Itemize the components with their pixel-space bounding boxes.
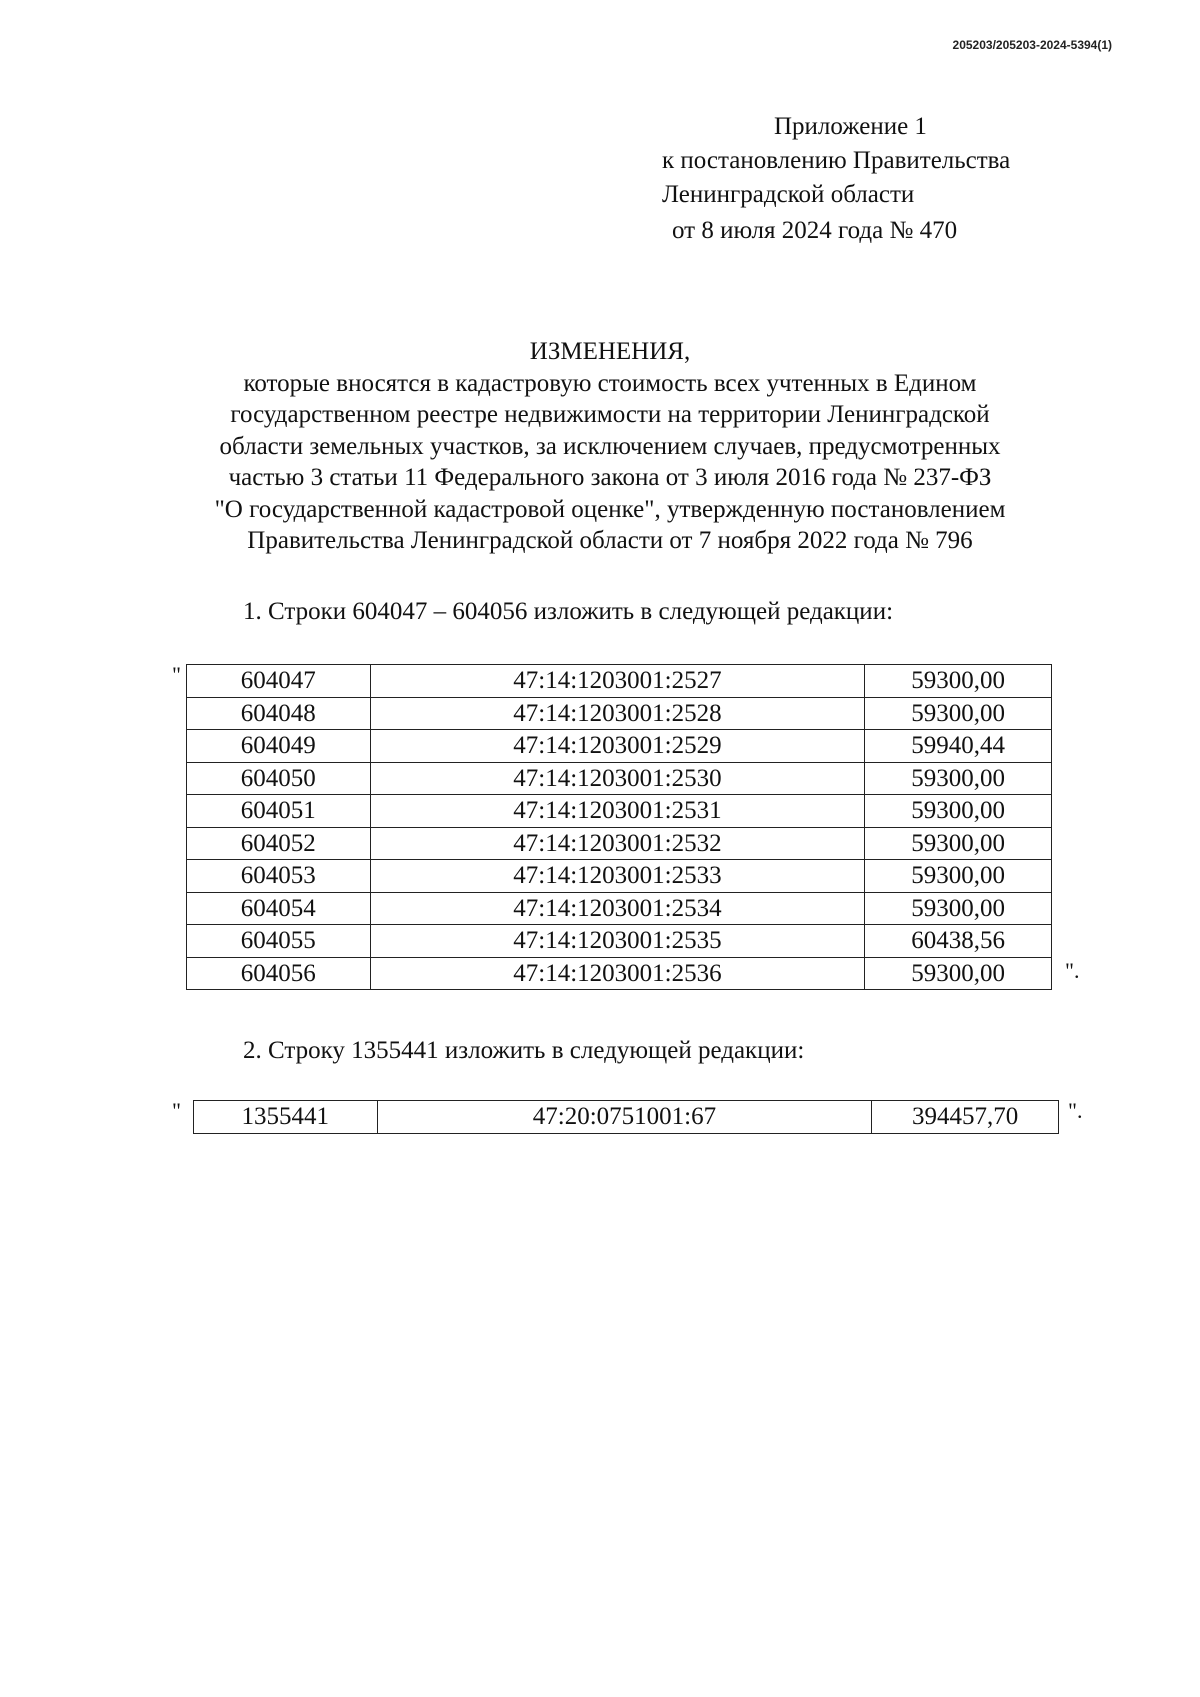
table-row (187, 762, 1052, 795)
document-id: 205203/205203-2024-5394(1) (952, 38, 1112, 52)
table-row (187, 697, 1052, 730)
row-number-cell: 604056 (187, 957, 371, 990)
cadastral-value-cell: 59300,00 (865, 827, 1052, 860)
title-line-5: "О государственной кадастровой оценке", утвержденную постановлением (214, 495, 1006, 523)
cadastral-number-cell: 47:14:1203001:2536 (370, 957, 865, 990)
appendix-header (662, 110, 1102, 248)
cadastral-number-cell: 47:14:1203001:2528 (370, 697, 865, 730)
cadastral-value-cell: 59300,00 (865, 762, 1052, 795)
section-2-table (193, 1100, 1059, 1134)
appendix-line-1: Приложение 1 (774, 113, 927, 140)
cadastral-number-cell: 47:14:1203001:2531 (370, 795, 865, 828)
cadastral-value-cell: 59300,00 (865, 860, 1052, 893)
section-2-heading: 2. Строку 1355441 изложить в следующей редакции: (243, 1037, 805, 1064)
cadastral-value-cell: 394457,70 (872, 1101, 1059, 1134)
cadastral-number-cell: 47:14:1203001:2527 (370, 665, 865, 698)
table-row (187, 665, 1052, 698)
appendix-line-2: к постановлению Правительства (662, 147, 1011, 174)
table-row (187, 957, 1052, 990)
appendix-line-4: от 8 июля 2024 года № 470 (672, 217, 958, 244)
section-2-open-quote: " (172, 1098, 181, 1123)
cadastral-value-cell: 60438,56 (865, 925, 1052, 958)
cadastral-number-cell: 47:14:1203001:2529 (370, 730, 865, 763)
table-row (187, 860, 1052, 893)
table-row (187, 925, 1052, 958)
row-number-cell: 604047 (187, 665, 371, 698)
cadastral-number-cell: 47:14:1203001:2533 (370, 860, 865, 893)
cadastral-value-cell: 59300,00 (865, 892, 1052, 925)
title-line-1: которые вносятся в кадастровую стоимость всех учтенных в Едином (243, 369, 977, 397)
cadastral-value-cell: 59300,00 (865, 795, 1052, 828)
document-title: ИЗМЕНЕНИЯ, (529, 338, 691, 365)
cadastral-number-cell: 47:20:0751001:67 (377, 1101, 872, 1134)
cadastral-value-cell: 59940,44 (865, 730, 1052, 763)
row-number-cell: 604049 (187, 730, 371, 763)
section-1-heading: 1. Строки 604047 – 604056 изложить в следующей редакции: (243, 598, 894, 625)
title-line-6: Правительства Ленинградской области от 7 ноября 2022 года № 796 (247, 527, 973, 554)
row-number-cell: 604052 (187, 827, 371, 860)
row-number-cell: 604050 (187, 762, 371, 795)
cadastral-number-cell: 47:14:1203001:2534 (370, 892, 865, 925)
row-number-cell: 604048 (187, 697, 371, 730)
document-title-block (120, 336, 1100, 557)
title-line-3: области земельных участков, за исключением случаев, предусмотренных (219, 432, 1001, 460)
section-1-close-quote: ". (1065, 958, 1080, 983)
section-1-table (186, 664, 1052, 990)
section-1-open-quote: " (172, 662, 181, 687)
cadastral-value-cell: 59300,00 (865, 697, 1052, 730)
row-number-cell: 1355441 (194, 1101, 378, 1134)
cadastral-value-cell: 59300,00 (865, 665, 1052, 698)
table-row (194, 1101, 1059, 1134)
table-row (187, 795, 1052, 828)
cadastral-number-cell: 47:14:1203001:2535 (370, 925, 865, 958)
table-row (187, 892, 1052, 925)
row-number-cell: 604051 (187, 795, 371, 828)
cadastral-number-cell: 47:14:1203001:2532 (370, 827, 865, 860)
table-row (187, 827, 1052, 860)
cadastral-number-cell: 47:14:1203001:2530 (370, 762, 865, 795)
row-number-cell: 604054 (187, 892, 371, 925)
title-line-2: государственном реестре недвижимости на территории Ленинградской (230, 401, 990, 428)
appendix-line-3: Ленинградской области (662, 181, 915, 208)
row-number-cell: 604055 (187, 925, 371, 958)
row-number-cell: 604053 (187, 860, 371, 893)
cadastral-value-cell: 59300,00 (865, 957, 1052, 990)
table-row (187, 730, 1052, 763)
section-2-close-quote: ". (1068, 1098, 1083, 1123)
title-line-4: частью 3 статьи 11 Федерального закона от 3 июля 2016 года № 237-ФЗ (228, 464, 992, 491)
